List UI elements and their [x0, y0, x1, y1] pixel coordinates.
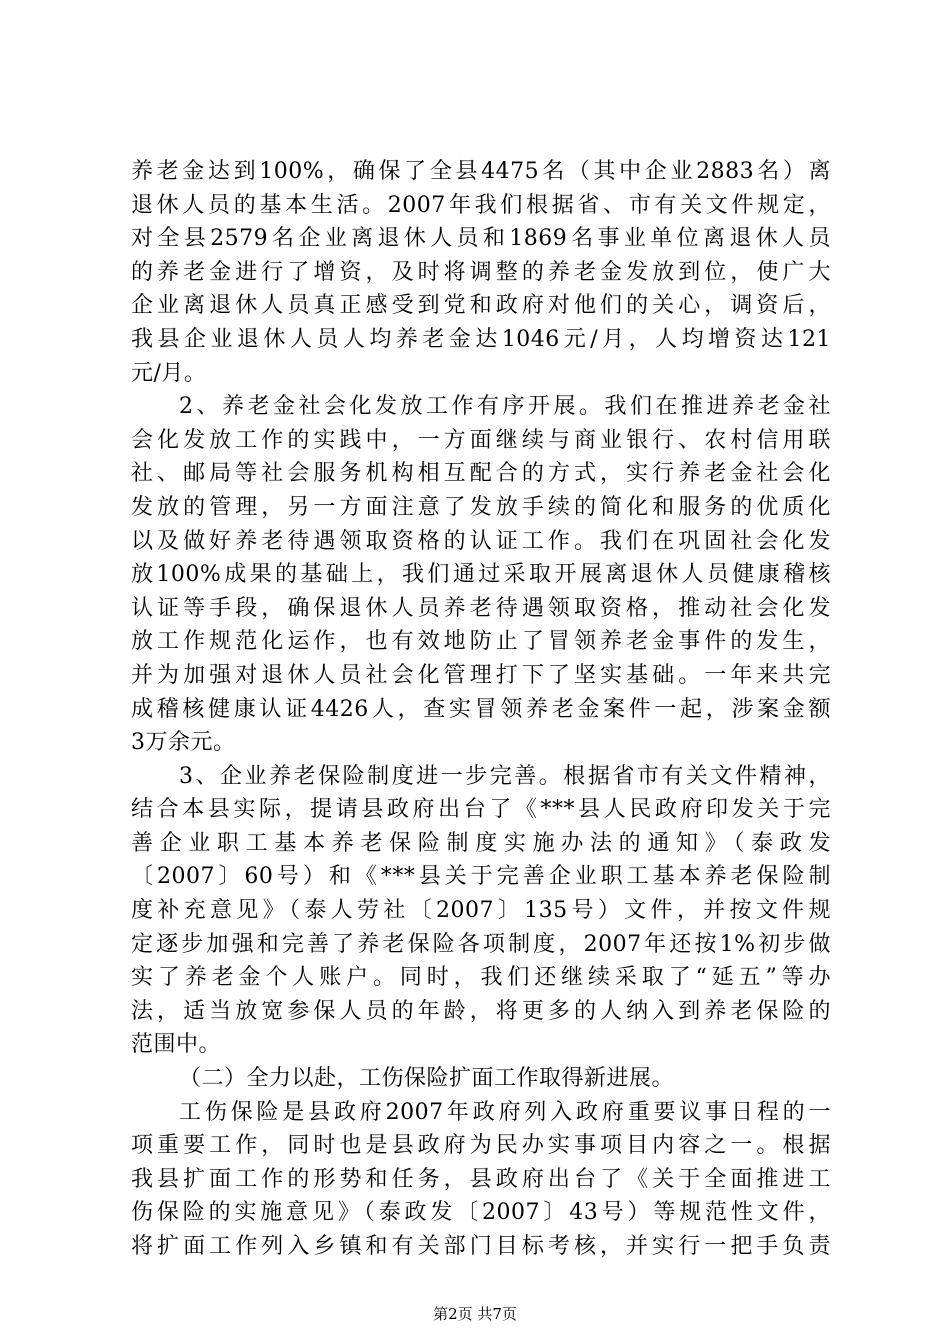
- text-line: 发放的管理，另一方面注意了发放手续的简化和服务的优质化: [131, 494, 831, 520]
- text-line: 以及做好养老待遇领取资格的认证工作。我们在巩固社会化发: [131, 528, 831, 554]
- text-line: 并为加强对退休人员社会化管理打下了坚实基础。一年来共完: [131, 662, 831, 688]
- text-line: 〔2007〕60号）和《***县关于完善企业职工基本养老保险制: [131, 864, 831, 890]
- text-line: 善企业职工基本养老保险制度实施办法的通知》（泰政发: [131, 830, 831, 856]
- text-line: 定逐步加强和完善了养老保险各项制度，2007年还按1%初步做: [131, 931, 831, 957]
- text-line: 认证等手段，确保退休人员养老待遇领取资格，推动社会化发: [131, 595, 831, 621]
- text-line: 企业离退休人员真正感受到党和政府对他们的关心，调资后，: [131, 293, 831, 319]
- text-line: 将扩面工作列入乡镇和有关部门目标考核，并实行一把手负责: [131, 1234, 831, 1259]
- text-line: 我县企业退休人员人均养老金达1046元/月，人均增资达121: [131, 326, 831, 352]
- text-line: 成稽核健康认证4426人，查实冒领养老金案件一起，涉案金额: [131, 696, 831, 722]
- text-line: 3万余元。: [131, 730, 236, 756]
- paragraph-start-line: 工伤保险是县政府2007年政府列入政府重要议事日程的一: [179, 1099, 831, 1125]
- text-line: 伤保险的实施意见》（泰政发〔2007〕43号）等规范性文件，: [131, 1200, 831, 1226]
- section-heading: （二）全力以赴，工伤保险扩面工作取得新进展。: [179, 1066, 675, 1092]
- text-line: 对全县2579名企业离退休人员和1869名事业单位离退休人员: [131, 226, 831, 252]
- text-line: 社、邮局等社会服务机构相互配合的方式，实行养老金社会化: [131, 461, 831, 487]
- page-footer: 第2页 共7页: [433, 1305, 517, 1323]
- text-line: 元/月。: [131, 360, 207, 386]
- text-line: 法，适当放宽参保人员的年龄，将更多的人纳入到养老保险的: [131, 998, 831, 1024]
- text-line: 结合本县实际，提请县政府出台了《***县人民政府印发关于完: [131, 797, 831, 823]
- text-line: 养老金达到100%，确保了全县4475名（其中企业2883名）离: [131, 159, 831, 184]
- text-line: 退休人员的基本生活。2007年我们根据省、市有关文件规定，: [131, 192, 831, 218]
- text-line: 度补充意见》（泰人劳社〔2007〕135号）文件，并按文件规: [131, 898, 831, 924]
- text-line: 范围中。: [131, 1032, 222, 1058]
- text-line: 项重要工作，同时也是县政府为民办实事项目内容之一。根据: [131, 1133, 831, 1159]
- paragraph-start-line: 2、养老金社会化发放工作有序开展。我们在推进养老金社: [179, 394, 831, 420]
- text-line: 我县扩面工作的形势和任务，县政府出台了《关于全面推进工: [131, 1166, 831, 1192]
- document-body: [131, 155, 831, 1264]
- text-line: 放工作规范化运作，也有效地防止了冒领养老金事件的发生，: [131, 629, 831, 655]
- text-line: 会化发放工作的实践中，一方面继续与商业银行、农村信用联: [131, 427, 831, 453]
- text-line: 实了养老金个人账户。同时，我们还继续采取了“延五”等办: [131, 965, 831, 991]
- text-line: 的养老金进行了增资，及时将调整的养老金发放到位，使广大: [131, 259, 831, 285]
- text-line: 放100%成果的基础上，我们通过采取开展离退休人员健康稽核: [131, 562, 831, 588]
- paragraph-start-line: 3、企业养老保险制度进一步完善。根据省市有关文件精神，: [179, 763, 831, 789]
